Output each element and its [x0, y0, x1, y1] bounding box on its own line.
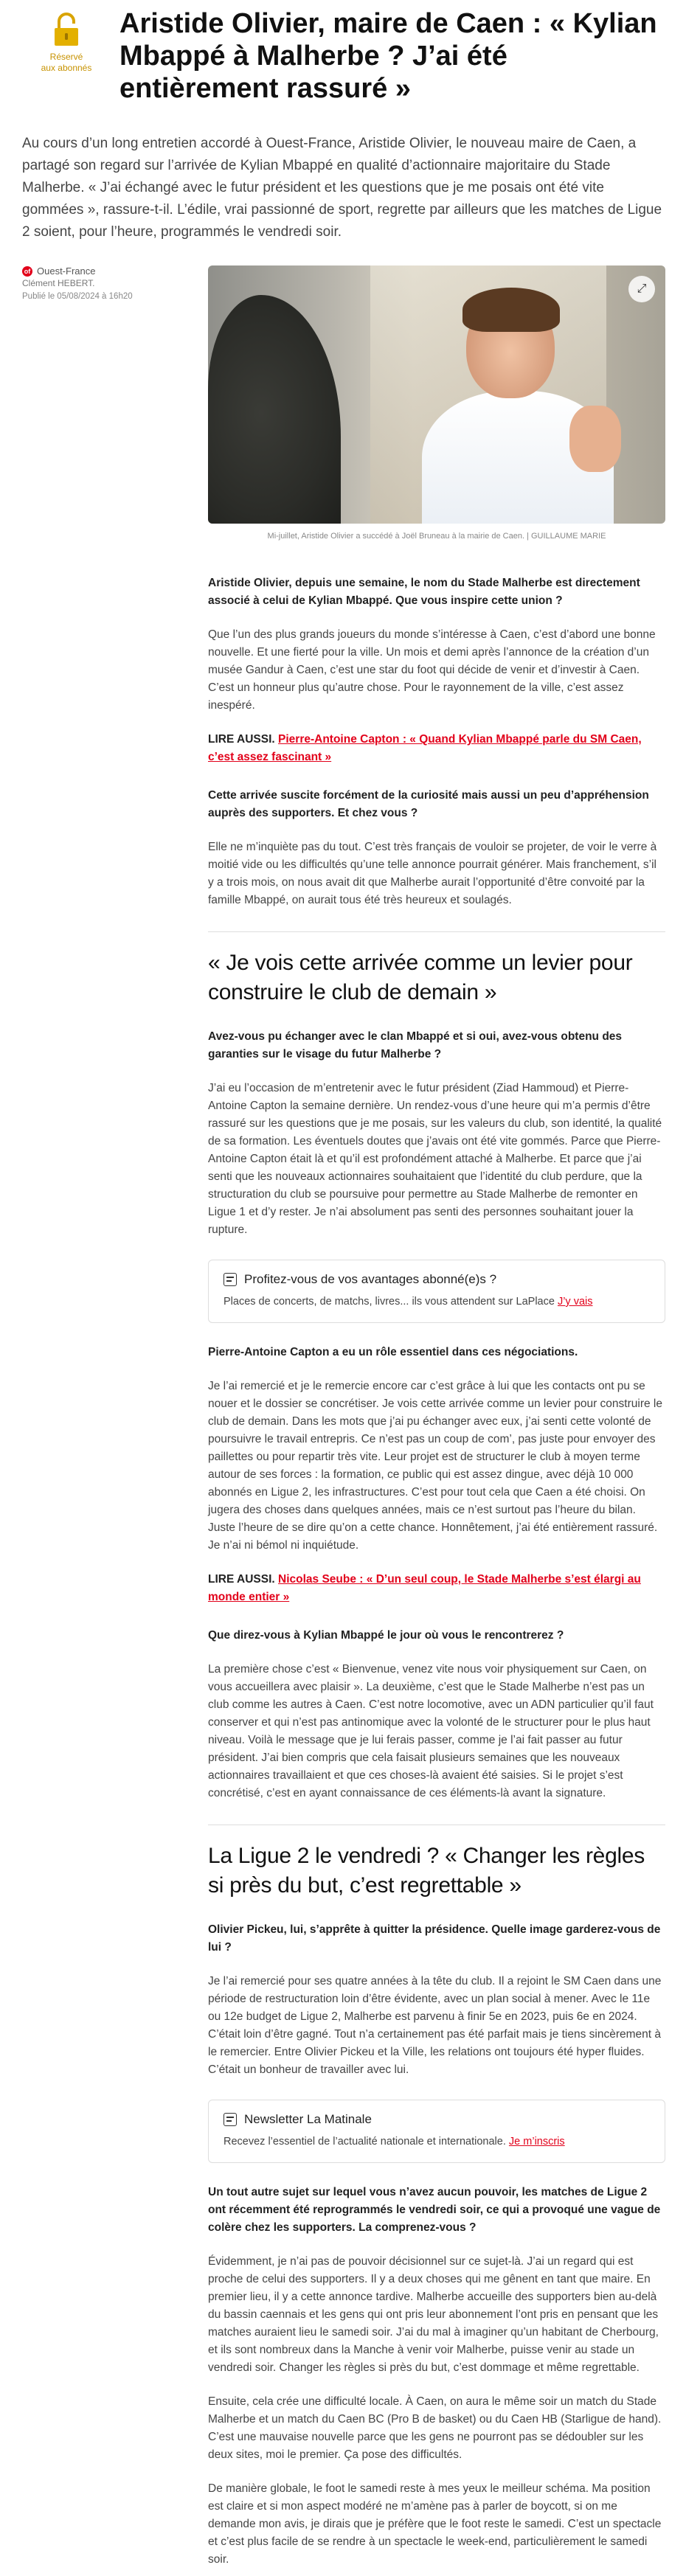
publish-date: Publié le 05/08/2024 à 16h20: [22, 292, 133, 301]
article-header: [0, 0, 686, 105]
question-4: Pierre-Antoine Capton a eu un rôle essentiel dans ces négociations.: [208, 1346, 578, 1358]
read-also-1: [208, 731, 665, 766]
question-3: Avez-vous pu échanger avec le clan Mbappé et si oui, avez-vous obtenu des garanties sur le visage du futur Malherbe ?: [208, 1030, 623, 1060]
section-heading-1: « Je vois cette arrivée comme un levier pour construire le club de demain »: [208, 951, 633, 1004]
answer-8: Ensuite, cela crée une difficulté locale. À Caen, on aura le même soir un match du Stade Malherbe et un match du Caen BC (Pro B de basket) ou du Caen HB (Starligue de hand). C’est une mauvaise nouvelle parce que les gens ne pourront pas se dédoubler sur les deux sites, moi le premier. Ça pose des difficultés.: [208, 2395, 662, 2461]
answer-6: Je l’ai remercié pour ses quatre années à la tête du club. Il a rejoint le SM Caen dans une période de restructuration loin d’être évidente, avec un plan social à mener. Avec le 11e ou 12e budget de Ligue 2, Malherbe est parvenu à finir 5e en 2023, puis 6e en 2024. C’était loin d’être gagné. Tout n’a certainement pas été parfait mais je tiens sincèrement à le remercier. Entre Olivier Pickeu et la Ville, les relations ont toujours été hyper fluides. C’était un bonheur de travailler avec lui.: [208, 1975, 662, 2076]
lock-icon: [50, 12, 83, 49]
question-1: Aristide Olivier, depuis une semaine, le nom du Stade Malherbe est directement associé à celui de Kylian Mbappé. Que vous inspire cette union ?: [208, 577, 640, 607]
section-divider: [208, 931, 665, 932]
photo-foreground-figure: [208, 295, 341, 524]
article-title: Aristide Olivier, maire de Caen : « Kylian Mbappé à Malherbe ? J’ai été entièrement rassuré »: [119, 8, 657, 104]
answer-7: Évidemment, je n’ai pas de pouvoir décisionnel sur ce sujet-là. J’ai un regard qui est proche de celui des supporters. Il y a deux choses qui me gênent en tant que maire. En premier lieu, il y a cette annonce tardive. Malherbe accueille des supporters bien au-delà du bassin caennais et les gens qui ont pris leur abonnement l’ont pris en pensant que les matches auraient lieu le samedi soir. J’ai du mal à imaginer qu’un habitant de Cherbourg, et ils sont nombreux dans la Manche à venir voir Malherbe, puisse venir au stade un vendredi soir. Changer les règles si près du but, c’est dommage et même regrettable.: [208, 2255, 659, 2374]
answer-4: Je l’ai remercié et je le remercie encore car c’est grâce à lui que les contacts ont pu se nouer et le dossier se concrétiser. Je vois cette arrivée comme un levier pour construire le club de demain. Dans les mots que j’ai pu échanger avec eux, j’ai senti cette volonté de poursuivre le travail entrepris. Ce n’est pas un coup de com’, pas juste pour envoyer des paillettes ou pour repartir très vite. Leur projet est de structurer le club à moyen terme autour de ses forces : la formation, ce public qui est assez dingue, avec déjà 10 000 abonnés en Ligue 2, les infrastructures. C’est pour tout cela que Caen a été choisi. On jugera des choses dans quelques années, mais ce n’est surtout pas l’heure du bilan. Juste l’heure de se dire qu’on a cette chance. Honnêtement, j’ai été entièrement rassuré. Je n’ai ni bémol ni inquiétude.: [208, 1380, 662, 1552]
author-name: Clément HEBERT.: [22, 278, 95, 288]
subscriber-badge: [22, 7, 111, 74]
newsletter-icon: [224, 2113, 237, 2126]
byline: [22, 265, 208, 542]
expand-icon: ⤢: [637, 282, 647, 295]
newsletter-box: [208, 2100, 665, 2163]
perks-box-title: Profitez-vous de vos avantages abonné(e)s ?: [244, 1272, 497, 1286]
read-also-link-2[interactable]: Nicolas Seube : « D’un seul coup, le Stade Malherbe s’est élargi au monde entier »: [208, 1573, 641, 1603]
answer-3: J’ai eu l’occasion de m’entretenir avec le futur président (Ziad Hammoud) et Pierre-Antoine Capton la semaine dernière. Un rendez-vous d’une heure qui m’a permis d’être rassuré sur les questions que je me posais, sur les valeurs du club, son identité, la qualité de sa formation. Les éventuels doutes que j’avais ont été vite gommés. Parce que Pierre-Antoine Capton était là et qu’il est profondément attaché à Malherbe. Et parce que j’ai senti que les nouveaux actionnaires souhaitaient que l’identité du club perdure, que la structuration du club se poursuive pour permettre au Stade Malherbe de remonter en Ligue 1 et d’y rester. Je n’ai absolument pas senti des personnes souhaitant jouer la rupture.: [208, 1082, 662, 1236]
ticket-icon: [224, 1273, 237, 1286]
answer-9: De manière globale, le foot le samedi reste à mes yeux le meilleur schéma. Ma position est claire et si mon aspect modéré ne m’amène pas à parler de boycott, si on me demande mon avis, je dirais que je préfère que le foot reste le samedi. C’est un spectacle et c’est plus facile de se rendre à un spectacle le week-end, particulièrement le samedi soir.: [208, 2482, 662, 2566]
answer-5: La première chose c’est « Bienvenue, venez vite nous voir physiquement sur Caen, on vous accueillera avec plaisir ». La deuxième, c’est que le Stade Malherbe n’est pas un club comme les autres à Caen. C’est notre locomotive, avec un ADN particulier qu’il faut conserver et qui n’est pas antinomique avec la volonté de le structurer pour le plus haut niveau. Voilà le message que je lui ferais passer, comme je l’ai fait passer au futur président. J’ai bien compris que cela faisait plusieurs semaines que les nouveaux actionnaires travaillaient et que ces choses-là avaient été saisies. Si le projet s’est concrétisé, c’est en ayant connaissance de ces éléments-là avant la signature.: [208, 1663, 654, 1799]
newsletter-signup-link[interactable]: Je m’inscris: [508, 2136, 565, 2148]
question-7: Un tout autre sujet sur lequel vous n’avez aucun pouvoir, les matches de Ligue 2 ont récemment été reprogrammés le vendredi soir, ce qui a provoqué une vague de colère chez les supporters. La comprenez-vous ?: [208, 2186, 661, 2234]
read-also-label: LIRE AUSSI.: [208, 733, 275, 746]
hero-photo[interactable]: [208, 265, 665, 524]
article-body: [0, 574, 686, 2569]
expand-image-button[interactable]: [628, 276, 655, 302]
hero-column: [208, 265, 665, 542]
read-also-link-1[interactable]: Pierre-Antoine Capton : « Quand Kylian Mbappé parle du SM Caen, c’est assez fascinant »: [208, 733, 642, 763]
perks-box-link[interactable]: J’y vais: [557, 1296, 593, 1308]
badge-text-line2: aux abonnés: [41, 63, 92, 73]
question-2: Cette arrivée suscite forcément de la curiosité mais aussi un peu d’appréhension auprès des supporters. Et chez vous ?: [208, 789, 649, 819]
answer-1: Que l’un des plus grands joueurs du monde s’intéresse à Caen, c’est d’abord une bonne nouvelle. Et une fierté pour la ville. Un mois et demi après l’annonce de la création d’un musée Gandur à Caen, c’est une star du foot qui décide de venir et d’investir à Caen. C’est un honneur plus qu’autre chose. Pour le rayonnement de la ville, c’est assez inespéré.: [208, 628, 656, 712]
source-name: Ouest-France: [37, 265, 96, 277]
photo-caption: Mi-juillet, Aristide Olivier a succédé à Joël Bruneau à la mairie de Caen. | GUILLAUME MARIE: [267, 532, 606, 541]
ouest-france-logo-icon: of: [22, 266, 32, 277]
newsletter-box-title: Newsletter La Matinale: [244, 2112, 372, 2126]
question-5: Que direz-vous à Kylian Mbappé le jour où vous le rencontrerez ?: [208, 1629, 564, 1642]
photo-subject: [422, 288, 614, 524]
answer-2: Elle ne m’inquiète pas du tout. C’est très français de vouloir se projeter, de voir le verre à moitié vide ou les difficultés qu’une telle annonce pourrait générer. Mais franchement, s’il y a trois mois, on nous avait dit que Malherbe aurait l’opportunité d’être convoité par la famille Mbappé, on aurait tous été très heureux et soulagés.: [208, 841, 657, 906]
article-lead: Au cours d’un long entretien accordé à Ouest-France, Aristide Olivier, le nouveau maire de Caen, a partagé son regard sur l’arrivée de Kylian Mbappé en qualité d’actionnaire majoritaire du Stade Malherbe. « J’ai échangé avec le futur président et les questions que je me posais ont été vite gommées », rassure-t-il. L’édile, vrai passionné de sport, regrette par ailleurs que les matches de Ligue 2 soient, pour l’heure, programmés le vendredi soir.: [22, 136, 662, 240]
newsletter-box-text: Recevez l’essentiel de l’actualité nationale et internationale.: [224, 2136, 506, 2148]
perks-box-text: Places de concerts, de matchs, livres... ils vous attendent sur LaPlace: [224, 1296, 555, 1308]
section-heading-2: La Ligue 2 le vendredi ? « Changer les règles si près du but, c’est regrettable »: [208, 1844, 645, 1898]
source-line[interactable]: [22, 265, 208, 277]
read-also-label: LIRE AUSSI.: [208, 1573, 275, 1586]
question-6: Olivier Pickeu, lui, s’apprête à quitter la présidence. Quelle image garderez-vous de lui ?: [208, 1923, 661, 1954]
read-also-2: [208, 1571, 665, 1606]
subscriber-perks-box: [208, 1260, 665, 1323]
meta-row: [0, 243, 686, 542]
badge-text-line1: Réservé: [49, 52, 83, 62]
